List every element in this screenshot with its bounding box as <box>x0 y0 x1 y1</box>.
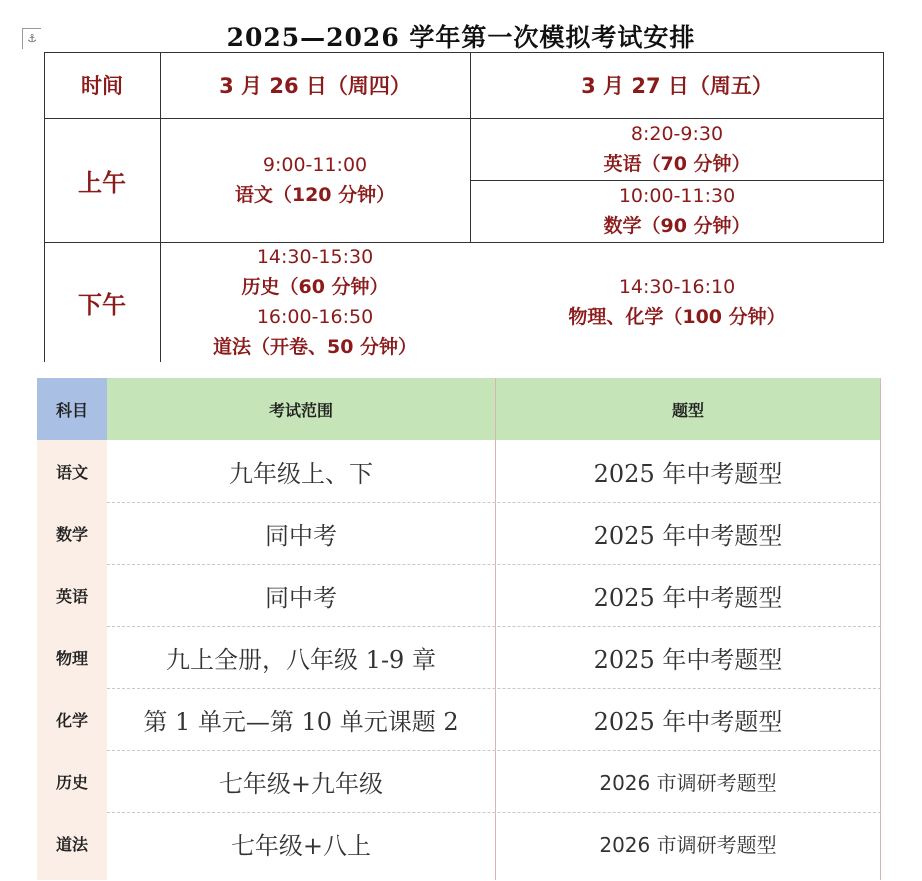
table-row <box>37 626 881 688</box>
header-time: 时间 <box>81 74 123 98</box>
table-row <box>37 564 881 626</box>
row-subject: 数学 <box>55 524 88 544</box>
exam-time: 9:00-11:00 <box>262 154 368 176</box>
row-subject: 化学 <box>55 710 88 730</box>
morning-day2-first-cell <box>470 118 884 180</box>
row-range: 七年级+八上 <box>230 831 372 860</box>
row-type: 2025 年中考题型 <box>593 707 783 736</box>
slot-morning: 上午 <box>78 168 126 197</box>
header-subject: 科目 <box>37 378 107 440</box>
header-day2: 3 月 27 日（周五） <box>581 74 773 98</box>
row-type: 2025 年中考题型 <box>593 521 783 550</box>
header-day1: 3 月 26 日（周四） <box>219 74 411 98</box>
table-row <box>37 812 881 874</box>
morning-day2-second-cell <box>470 180 884 242</box>
anchor-icon: ⚓ <box>22 28 41 49</box>
afternoon-day2-cell <box>470 242 884 362</box>
row-type: 2025 年中考题型 <box>593 583 783 612</box>
morning-day1-cell <box>160 118 470 242</box>
row-subject: 历史 <box>55 772 88 792</box>
row-subject: 物理 <box>55 648 88 668</box>
row-subject: 英语 <box>55 586 88 606</box>
table-row <box>37 440 881 502</box>
exam-subject: 语文（120 分钟） <box>234 184 396 206</box>
exam-subject: 历史（60 分钟） <box>241 276 389 298</box>
row-range: 第 1 单元—第 10 单元课题 2 <box>143 707 459 736</box>
row-type: 2026 市调研考题型 <box>599 770 777 795</box>
exam-time: 14:30-16:10 <box>618 276 736 298</box>
row-range: 九上全册，八年级 1-9 章 <box>166 645 436 674</box>
schedule-table <box>44 52 884 362</box>
row-range: 九年级上、下 <box>229 459 373 488</box>
row-type: 2026 市调研考题型 <box>599 832 777 857</box>
exam-time: 10:00-11:30 <box>618 185 736 207</box>
row-range: 同中考 <box>265 583 337 612</box>
exam-time: 8:20-9:30 <box>630 123 724 145</box>
exam-time: 14:30-15:30 <box>256 246 374 268</box>
row-subject: 道法 <box>55 834 88 854</box>
scope-table <box>37 378 881 880</box>
exam-subject: 数学（90 分钟） <box>603 215 751 237</box>
row-range: 七年级+九年级 <box>218 769 384 798</box>
afternoon-day1-cell <box>160 242 470 362</box>
row-type: 2025 年中考题型 <box>593 459 783 488</box>
row-range: 同中考 <box>265 521 337 550</box>
exam-time: 16:00-16:50 <box>256 306 374 328</box>
exam-subject: 物理、化学（100 分钟） <box>568 306 786 328</box>
header-range: 考试范围 <box>107 378 495 440</box>
page-title: 2025—2026 学年第一次模拟考试安排 <box>226 23 696 52</box>
header-type: 题型 <box>495 378 881 440</box>
exam-subject: 英语（70 分钟） <box>603 153 751 175</box>
row-type: 2025 年中考题型 <box>593 645 783 674</box>
slot-afternoon: 下午 <box>78 290 126 319</box>
row-subject: 语文 <box>55 462 88 482</box>
table-row <box>37 750 881 812</box>
table-row <box>37 502 881 564</box>
table-row <box>37 688 881 750</box>
exam-subject: 道法（开卷、50 分钟） <box>212 336 418 358</box>
